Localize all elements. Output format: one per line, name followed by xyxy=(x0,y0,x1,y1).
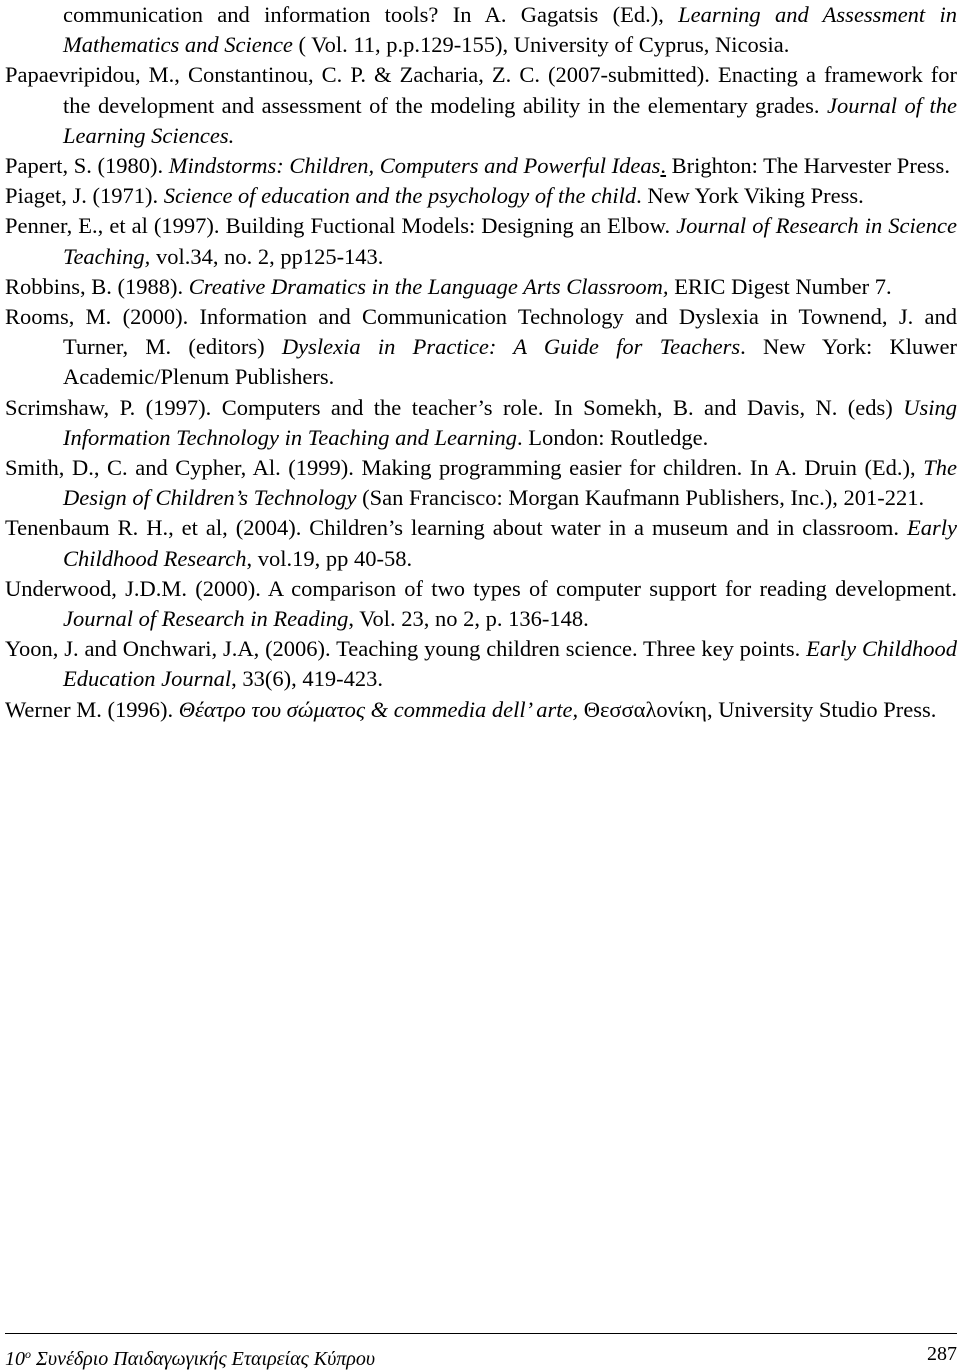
reference-entry xyxy=(5,393,957,453)
reference-entry xyxy=(5,513,957,573)
reference-text: , Vol. 23, no 2, p. 136-148. xyxy=(348,606,589,632)
reference-text: . New York: Kluwer Academic/Plenum Publishers. xyxy=(63,334,957,390)
reference-title: Early Childhood Research xyxy=(63,515,957,571)
reference-title: Science of education and the psychology of the child xyxy=(163,183,637,209)
reference-text: Papaevripidou, M., Constantinou, C. P. & Zacharia, Z. C. (2007-submitted). Enacting a framework for the development and assessment of the modeling ability in the elementary grades. xyxy=(5,62,957,118)
reference-title: Creative Dramatics in the Language Arts Classroom, xyxy=(188,273,669,299)
reference-title: Journal of the Learning Sciences. xyxy=(63,92,957,148)
reference-text: Penner, E., et al (1997). Building Fuctional Models: Designing an Elbow. xyxy=(5,213,677,239)
reference-text: Piaget, J. (1971). xyxy=(5,183,164,209)
reference-text: Brighton: The Harvester Press. xyxy=(666,153,950,179)
footer-edition-number: 10 xyxy=(5,1348,25,1370)
footer-ordinal-superscript: ο xyxy=(25,1347,31,1361)
reference-entry xyxy=(5,634,957,694)
reference-entry xyxy=(5,151,957,181)
reference-title: Using Information Technology in Teaching and Learning xyxy=(63,394,957,450)
footer-conference-title xyxy=(5,1342,375,1371)
reference-title: The Design of Children’s Technology xyxy=(63,455,957,511)
reference-text: Werner M. (1996). xyxy=(5,696,179,722)
reference-text: . New York Viking Press. xyxy=(636,183,864,209)
reference-text: Tenenbaum R. H., et al, (2004). Children’s learning about water in a museum and in classroom. xyxy=(5,515,907,541)
reference-text: ERIC Digest Number 7. xyxy=(668,273,892,299)
reference-text: Yoon, J. and Onchwari, J.A, (2006). Teaching young children science. Three key points. xyxy=(5,636,807,662)
reference-entry xyxy=(5,211,957,271)
reference-entry xyxy=(5,272,957,302)
reference-text: (San Francisco: Morgan Kaufmann Publishers, Inc.), 201-221. xyxy=(356,485,925,511)
reference-text: , 33(6), 419-423. xyxy=(231,666,383,692)
reference-text: Rooms, M. (2000). Information and Communication Technology and Dyslexia in Townend, J. and Turner, M. (editors) xyxy=(5,304,957,360)
reference-title: Mindstorms: Children, Computers and Powerful Ideas xyxy=(168,153,661,179)
reference-entry xyxy=(5,453,957,513)
reference-title: Dyslexia in Practice: A Guide for Teachers xyxy=(281,334,741,360)
reference-title: Θέατρο του σώματος & commedia dell’ arte, xyxy=(178,696,579,722)
reference-text: communication and information tools? In A. Gagatsis (Ed.), xyxy=(63,2,679,27)
reference-title: Journal of Research in Science Teaching, xyxy=(63,213,957,269)
reference-title: Learning and Assessment in Mathematics and Science xyxy=(63,2,958,58)
page-number: 287 xyxy=(927,1343,957,1365)
reference-text: Underwood, J.D.M. (2000). A comparison of two types of computer support for reading development. xyxy=(5,575,957,601)
reference-entry xyxy=(5,302,957,393)
footer-conference-name: Συνέδριο Παιδαγωγικής Εταιρείας Κύπρου xyxy=(31,1348,376,1370)
reference-text: Smith, D., C. and Cypher, Al. (1999). Making programming easier for children. In A. Druin (Ed.), xyxy=(5,455,924,481)
reference-list xyxy=(5,0,957,725)
reference-text: Papert, S. (1980). xyxy=(5,153,169,179)
reference-text: ( Vol. 11, p.p.129-155), University of Cyprus, Nicosia. xyxy=(292,32,790,58)
reference-text: vol.34, no. 2, pp125-143. xyxy=(150,243,384,269)
footer-rule xyxy=(5,1333,957,1334)
reference-entry xyxy=(5,0,957,60)
reference-entry xyxy=(5,60,957,151)
reference-entry xyxy=(5,574,957,634)
reference-text: , vol.19, pp 40-58. xyxy=(246,545,413,571)
reference-text: Robbins, B. (1988). xyxy=(5,273,189,299)
reference-title: Early Childhood Education Journal xyxy=(63,636,957,692)
reference-text: . London: Routledge. xyxy=(516,424,709,450)
reference-text: Scrimshaw, P. (1997). Computers and the teacher’s role. In Somekh, B. and Davis, N. (eds) xyxy=(5,394,904,420)
reference-title: Journal of Research in Reading xyxy=(63,606,349,632)
reference-text: Θεσσαλονίκη, University Studio Press. xyxy=(578,696,937,722)
reference-text: . xyxy=(660,153,667,179)
reference-entry xyxy=(5,181,957,211)
reference-entry xyxy=(5,695,957,725)
